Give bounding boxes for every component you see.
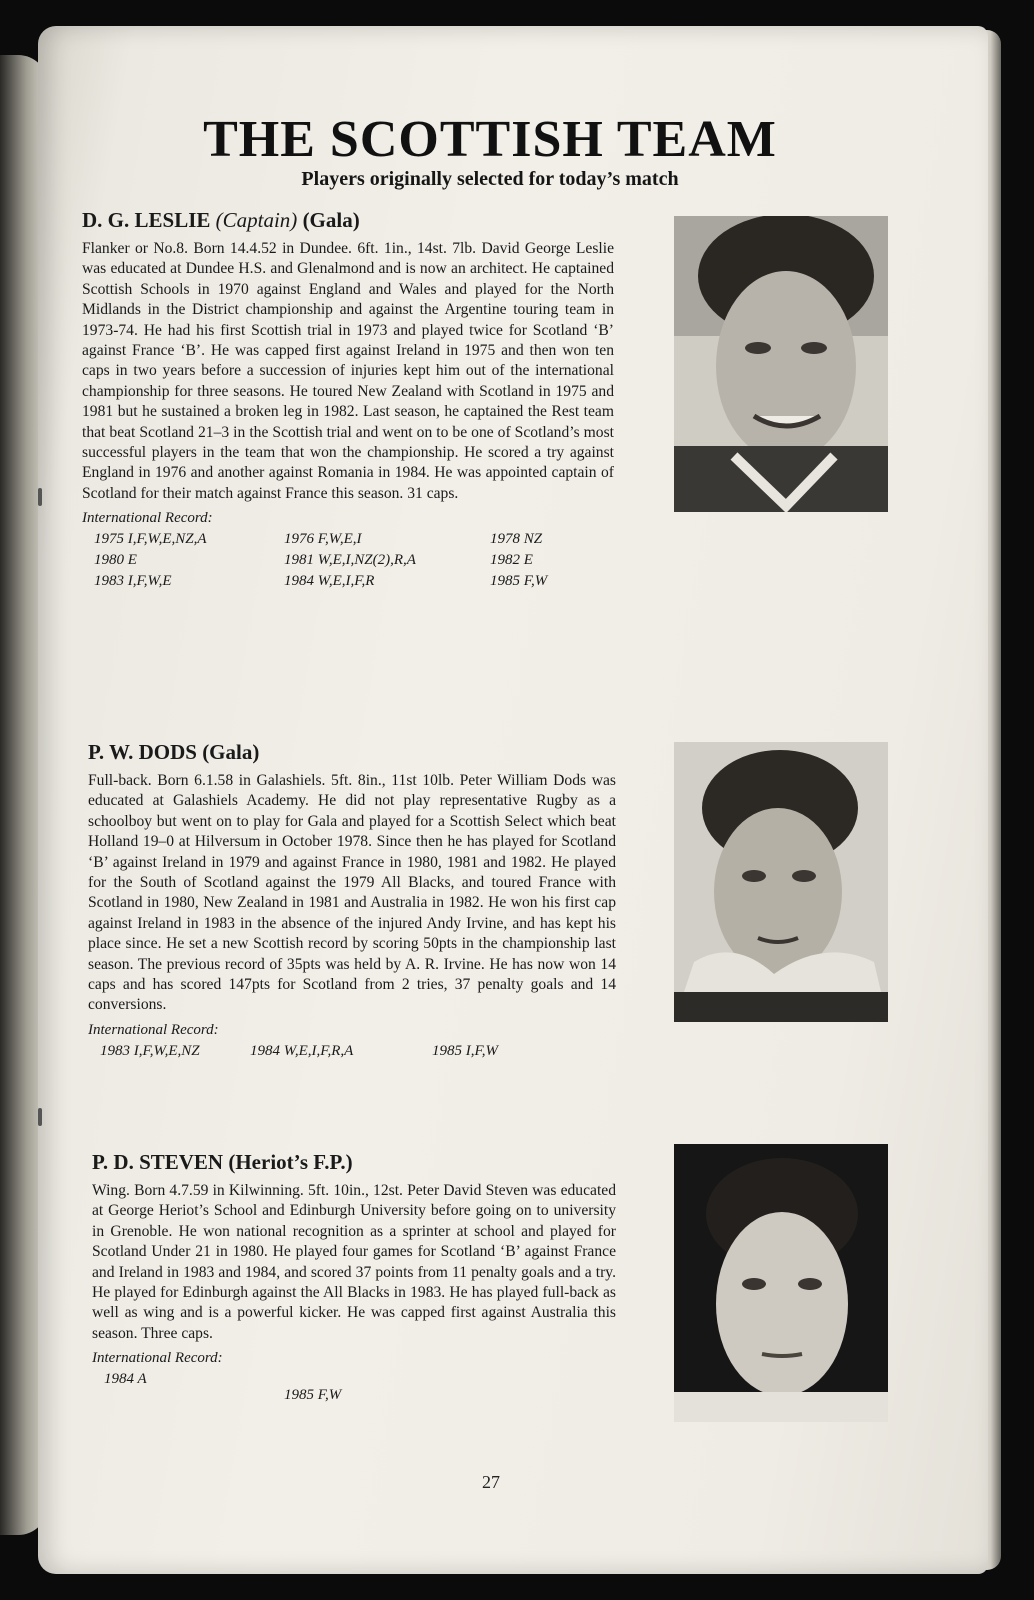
page-subtitle: Players originally selected for today’s match xyxy=(301,168,679,190)
record-label: International Record: xyxy=(88,1021,219,1038)
player-club: (Gala) xyxy=(202,740,260,764)
record-entry: 1984 W,E,I,F,R,A xyxy=(250,1042,354,1059)
player-name: P. D. STEVEN xyxy=(92,1150,224,1174)
record-entry: 1983 I,F,W,E,NZ xyxy=(100,1042,200,1059)
page-number: 27 xyxy=(482,1472,500,1492)
player-name: P. W. DODS xyxy=(88,740,197,764)
player-name-heading xyxy=(82,208,614,233)
record-entry: 1985 I,F,W xyxy=(432,1042,498,1059)
record-entry: 1983 I,F,W,E xyxy=(94,573,172,590)
player-role: (Captain) xyxy=(215,208,298,232)
record-label: International Record: xyxy=(82,510,213,527)
player-profile-steven xyxy=(92,1150,616,1406)
record-entry: 1976 F,W,E,I xyxy=(284,531,362,548)
player-bio: Flanker or No.8. Born 14.4.52 in Dundee. 6ft. 1in., 14st. 7lb. David George Leslie was educated at Dundee H.S. and Glenalmond and is now an architect. He captained Scottish Schools in 1970 against England and Wales and played for the North Midlands in the District championship and against the Argentine touring team in 1973-74. He had his first Scottish trial in 1973 and played twice for Scotland ‘B’ against France ‘B’. He was capped first against Ireland in 1975 and then won ten caps in two years before a succession of injuries kept him out of the international championship for three seasons. He toured New Zealand with Scotland in 1975 and 1981 but he sustained a broken leg in 1982. Last season, he captained the Rest team that beat Scotland 21–3 in the Scottish trial and went on to be one of Scotland’s most successful players in the team that won the championship. He scored a try against England in 1976 and another against Romania in 1984. He was appointed captain of Scotland for their match against France this season. 31 caps. xyxy=(82,240,614,502)
player-photo-steven xyxy=(674,1144,888,1422)
record-entry: 1985 F,W xyxy=(490,573,548,590)
record-label: International Record: xyxy=(92,1350,223,1367)
player-name-heading xyxy=(88,740,616,765)
player-bio: Wing. Born 4.7.59 in Kilwinning. 5ft. 10in., 12st. Peter David Steven was educated at George Heriot’s School and Edinburgh University before going on to university in Grenoble. He won national recognition as a sprinter at school and played for Scotland Under 21 in 1980. He played four games for Scotland ‘B’ against France and Ireland in 1983 and 1984, and scored 37 points from 11 penalty goals and a try. He played for Edinburgh against the All Blacks in 1983. He has played full-back as well as wing and is a powerful kicker. He was capped first against Australia this season. Three caps. xyxy=(92,1182,616,1342)
international-record xyxy=(92,1369,616,1406)
player-name: D. G. LESLIE xyxy=(82,208,211,232)
player-club: (Gala) xyxy=(302,208,360,232)
player-profile-dods xyxy=(88,740,616,1062)
record-entry: 1982 E xyxy=(490,552,533,569)
international-record xyxy=(88,1041,616,1062)
record-entry: 1978 NZ xyxy=(490,531,543,548)
player-profile-leslie xyxy=(82,208,614,592)
player-name-heading xyxy=(92,1150,616,1175)
international-record xyxy=(82,529,614,592)
record-entry: 1984 W,E,I,F,R xyxy=(284,573,375,590)
record-entry: 1980 E xyxy=(94,552,137,569)
record-entry: 1975 I,F,W,E,NZ,A xyxy=(94,531,207,548)
record-entry: 1985 F,W xyxy=(284,1387,342,1404)
page-title: THE SCOTTISH TEAM xyxy=(203,111,777,168)
staple-mark xyxy=(38,488,42,506)
player-photo-leslie xyxy=(674,216,888,512)
staple-mark xyxy=(38,1108,42,1126)
record-entry: 1984 A xyxy=(104,1371,147,1388)
player-bio: Full-back. Born 6.1.58 in Galashiels. 5ft. 8in., 11st 10lb. Peter William Dods was educated at Galashiels Academy. He did not play representative Rugby as a schoolboy but went on to play for Gala and played for a Scottish Select which beat Holland 19–0 at Hilversum in October 1978. Since then he has played for Scotland ‘B’ against Ireland in 1979 and against France in 1980, 1981 and 1982. He played for the South of Scotland against the 1979 All Blacks, and toured France with Scotland in 1980, New Zealand in 1981 and Australia in 1982. He won his first cap against Ireland in 1983 in the absence of the injured Andy Irvine, and has kept his place since. He set a new Scottish record by scoring 50pts in the championship last season. The previous record of 35pts was held by A. R. Irvine. He has now won 14 caps and has scored 147pts for Scotland from 2 tries, 37 penalty goals and 14 conversions. xyxy=(88,772,616,1014)
player-photo-dods xyxy=(674,742,888,1022)
record-entry: 1981 W,E,I,NZ(2),R,A xyxy=(284,552,416,569)
player-club: (Heriot’s F.P.) xyxy=(228,1150,353,1174)
